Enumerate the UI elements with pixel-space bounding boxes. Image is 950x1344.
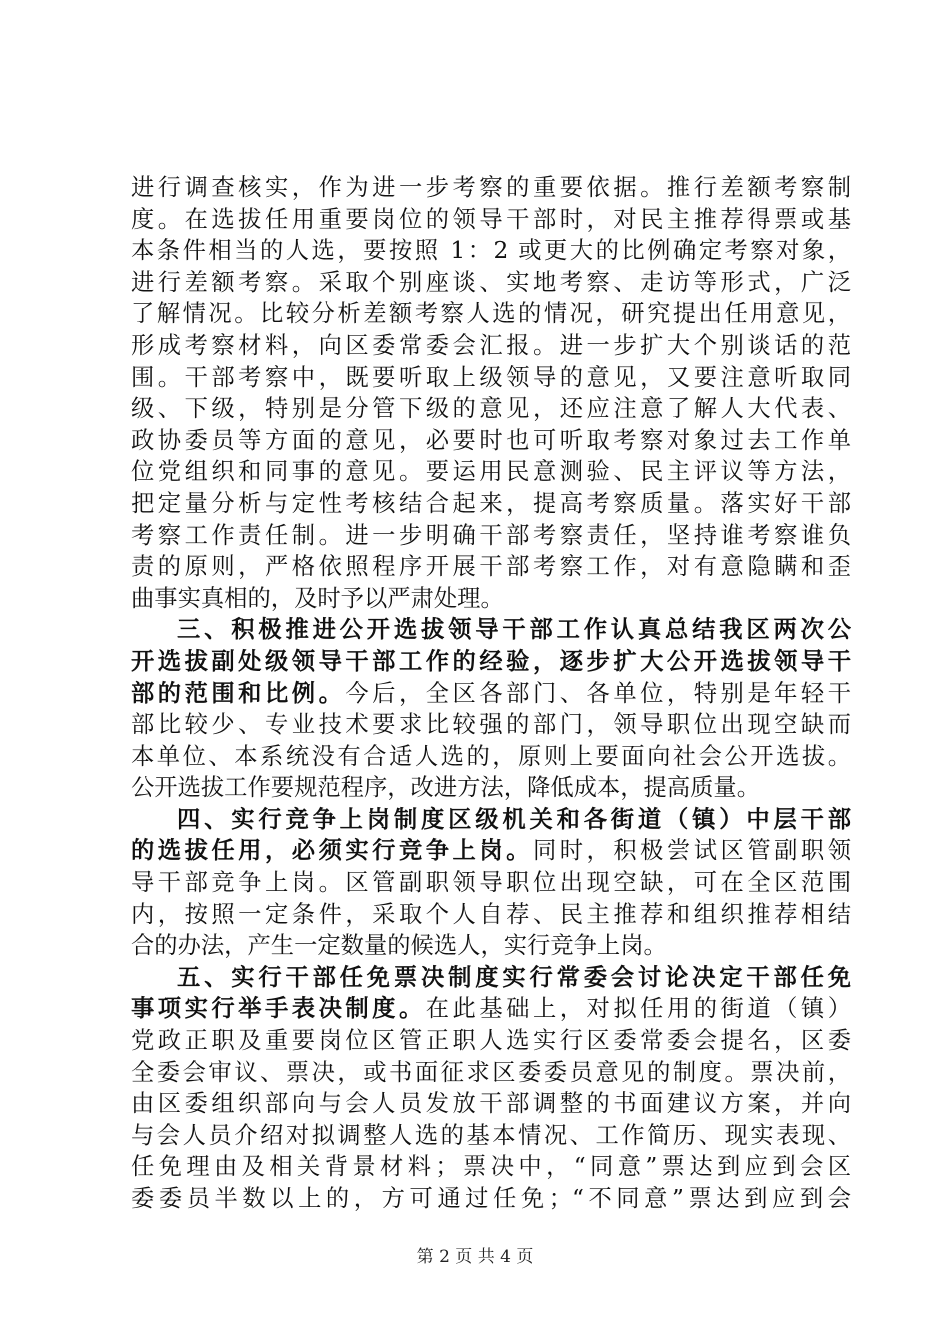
text-line bbox=[131, 772, 851, 804]
text-line bbox=[131, 456, 851, 488]
text-line bbox=[131, 678, 851, 710]
body-text: 围。干部考察中，既要听取上级领导的意见，又要注意听取同 bbox=[131, 363, 851, 391]
text-line bbox=[131, 393, 851, 425]
body-text: 今后，全区各部门、各单位，特别是年轻干 bbox=[345, 679, 852, 707]
body-text: 进行调查核实，作为进一步考察的重要依据。推行差额考察制 bbox=[131, 174, 851, 201]
text-line bbox=[131, 930, 851, 962]
text-line bbox=[131, 425, 851, 457]
body-text: 同时，积极尝试区管副职领 bbox=[532, 837, 852, 865]
text-line bbox=[131, 1088, 851, 1120]
text-line bbox=[131, 962, 851, 994]
body-text: 导干部竞争上岗。区管副职领导职位出现空缺，可在全区范围 bbox=[131, 869, 851, 897]
text-line bbox=[131, 235, 851, 267]
bold-heading-text: 事项实行举手表决制度。 bbox=[131, 995, 426, 1023]
page-footer: 第 2 页 共 4 页 bbox=[416, 1247, 534, 1267]
body-text: 合的办法，产生一定数量的候选人，实行竞争上岗。 bbox=[131, 932, 667, 960]
text-line bbox=[131, 835, 851, 867]
body-text: 把定量分析与定性考核结合起来，提高考察质量。落实好干部 bbox=[131, 489, 851, 517]
text-line bbox=[131, 646, 851, 678]
text-line bbox=[131, 204, 851, 236]
text-line bbox=[131, 551, 851, 583]
body-text: 任免理由及相关背景材料；票决中，“同意”票达到应到会区 bbox=[131, 1153, 851, 1181]
text-line bbox=[131, 267, 851, 299]
text-line bbox=[131, 804, 851, 836]
text-line bbox=[131, 867, 851, 899]
body-text: 内，按照一定条件，采取个人自荐、民主推荐和组织推荐相结 bbox=[131, 900, 851, 928]
body-text: 由区委组织部向与会人员发放干部调整的书面建议方案，并向 bbox=[131, 1090, 851, 1118]
bold-heading-text: 三、积极推进公开选拔领导干部工作认真总结我区两次公 bbox=[177, 616, 851, 644]
text-line bbox=[131, 362, 851, 394]
text-line bbox=[131, 1057, 851, 1089]
text-line bbox=[131, 330, 851, 362]
body-text: 部比较少、专业技术要求比较强的部门，领导职位出现空缺而 bbox=[131, 711, 851, 739]
text-line bbox=[131, 298, 851, 330]
text-line bbox=[131, 1025, 851, 1057]
bold-heading-text: 开选拔副处级领导干部工作的经验，逐步扩大公开选拔领导干 bbox=[131, 647, 851, 675]
text-line bbox=[131, 741, 851, 773]
body-text: 曲事实真相的，及时予以严肃处理。 bbox=[131, 584, 504, 612]
bold-heading-text: 四、实行竞争上岗制度区级机关和各街道（镇）中层干部 bbox=[177, 805, 851, 833]
body-text: 在此基础上，对拟任用的街道（镇） bbox=[425, 995, 852, 1023]
text-line bbox=[131, 520, 851, 552]
body-text: 位党组织和同事的意见。要运用民意测验、民主评议等方法， bbox=[131, 458, 851, 486]
document-body bbox=[131, 172, 851, 1215]
body-text: 级、下级，特别是分管下级的意见，还应注意了解人大代表、 bbox=[131, 395, 851, 423]
bold-heading-text: 的选拔任用，必须实行竞争上岗。 bbox=[131, 837, 533, 865]
text-line bbox=[131, 488, 851, 520]
bold-heading-text: 五、实行干部任免票决制度实行常委会讨论决定干部任免 bbox=[177, 963, 851, 991]
body-text: 了解情况。比较分析差额考察人选的情况，研究提出任用意见， bbox=[131, 300, 851, 328]
text-line bbox=[131, 614, 851, 646]
text-line bbox=[131, 899, 851, 931]
body-text: 委委员半数以上的，方可通过任免；“不同意”票达到应到会 bbox=[131, 1185, 851, 1212]
text-line bbox=[131, 1151, 851, 1183]
body-text: 形成考察材料，向区委常委会汇报。进一步扩大个别谈话的范 bbox=[131, 331, 851, 359]
body-text: 党政正职及重要岗位区管正职人选实行区委常委会提名，区委 bbox=[131, 1027, 851, 1055]
body-text: 公开选拔工作要规范程序，改进方法，降低成本，提高质量。 bbox=[131, 774, 761, 802]
text-line bbox=[131, 993, 851, 1025]
body-text: 本条件相当的人选，要按照 1：2 或更大的比例确定考察对象， bbox=[131, 237, 851, 265]
bold-heading-text: 部的范围和比例。 bbox=[131, 679, 346, 707]
body-text: 政协委员等方面的意见，必要时也可听取考察对象过去工作单 bbox=[131, 426, 851, 454]
body-text: 度。在选拔任用重要岗位的领导干部时，对民主推荐得票或基 bbox=[131, 205, 851, 233]
body-text: 与会人员介绍对拟调整人选的基本情况、工作简历、现实表现、 bbox=[131, 1121, 851, 1149]
body-text: 责的原则，严格依照程序开展干部考察工作，对有意隐瞒和歪 bbox=[131, 553, 851, 581]
text-line bbox=[131, 1183, 851, 1215]
body-text: 考察工作责任制。进一步明确干部考察责任，坚持谁考察谁负 bbox=[131, 521, 851, 549]
body-text: 进行差额考察。采取个别座谈、实地考察、走访等形式，广泛 bbox=[131, 268, 851, 296]
body-text: 全委会审议、票决，或书面征求区委委员意见的制度。票决前， bbox=[131, 1058, 851, 1086]
text-line bbox=[131, 583, 851, 615]
body-text: 本单位、本系统没有合适人选的，原则上要面向社会公开选拔。 bbox=[131, 742, 851, 770]
text-line bbox=[131, 709, 851, 741]
text-line bbox=[131, 1120, 851, 1152]
text-line bbox=[131, 172, 851, 204]
